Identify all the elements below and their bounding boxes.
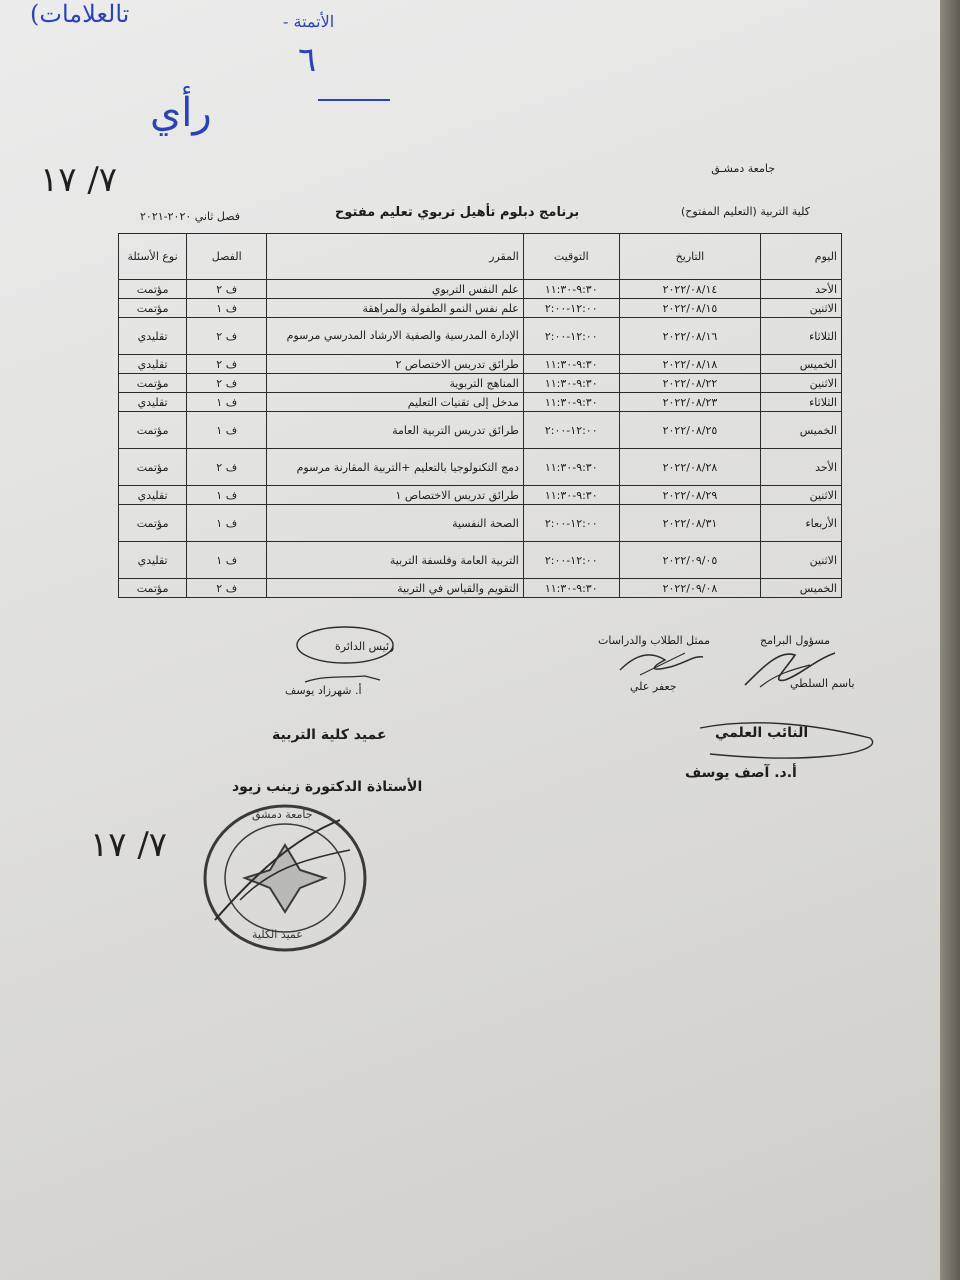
handwritten-note-top-left: (تالعلامات bbox=[30, 0, 130, 28]
cell-class: ف ٢ bbox=[187, 579, 267, 598]
cell-date: ٢٠٢٢/٠٨/١٥ bbox=[619, 299, 761, 318]
background-surface bbox=[940, 0, 960, 1280]
department-head-signature bbox=[285, 620, 425, 695]
cell-date: ٢٠٢٢/٠٨/٢٣ bbox=[619, 393, 761, 412]
cell-exam-type: مؤتمت bbox=[119, 374, 187, 393]
header-class: الفصل bbox=[187, 234, 267, 280]
cell-exam-type: مؤتمت bbox=[119, 579, 187, 598]
cell-course: مدخل إلى تقنيات التعليم bbox=[267, 393, 524, 412]
dean-name: الأستاذة الدكتورة زينب زيود bbox=[232, 779, 423, 795]
cell-day: الخميس bbox=[761, 412, 842, 449]
cell-time: ١٢:٠٠-٢:٠٠ bbox=[523, 505, 619, 542]
table-row bbox=[119, 299, 842, 318]
cell-exam-type: تقليدي bbox=[119, 318, 187, 355]
cell-day: الأربعاء bbox=[761, 505, 842, 542]
header-date: التاريخ bbox=[619, 234, 761, 280]
table-row bbox=[119, 449, 842, 486]
cell-exam-type: مؤتمت bbox=[119, 280, 187, 299]
table-row bbox=[119, 486, 842, 505]
cell-exam-type: تقليدي bbox=[119, 355, 187, 374]
cell-exam-type: تقليدي bbox=[119, 542, 187, 579]
cell-time: ١٢:٠٠-٢:٠٠ bbox=[523, 412, 619, 449]
vice-dean-label: النائب العلمي bbox=[715, 725, 809, 741]
stamp-text-top: جامعة دمشق bbox=[252, 808, 313, 821]
cell-class: ف ١ bbox=[187, 505, 267, 542]
handwritten-note-top-mid: - الأتمتة bbox=[283, 12, 335, 31]
programs-officer-name: باسم السلطي bbox=[790, 677, 855, 690]
table-row bbox=[119, 412, 842, 449]
header-time: التوقيت bbox=[523, 234, 619, 280]
header-course: المقرر bbox=[267, 234, 524, 280]
vice-dean-signature bbox=[690, 718, 890, 768]
header-exam-type: نوع الأسئلة bbox=[119, 234, 187, 280]
table-row bbox=[119, 393, 842, 412]
table-row bbox=[119, 280, 842, 299]
university-name: جامعة دمشـق bbox=[711, 162, 775, 175]
cell-exam-type: مؤتمت bbox=[119, 505, 187, 542]
cell-time: ٩:٣٠-١١:٣٠ bbox=[523, 449, 619, 486]
cell-date: ٢٠٢٢/٠٨/١٨ bbox=[619, 355, 761, 374]
cell-date: ٢٠٢٢/٠٩/٠٨ bbox=[619, 579, 761, 598]
cell-class: ف ٢ bbox=[187, 318, 267, 355]
cell-date: ٢٠٢٢/٠٨/٣١ bbox=[619, 505, 761, 542]
cell-day: الخميس bbox=[761, 579, 842, 598]
cell-course: طرائق تدريس التربية العامة bbox=[267, 412, 524, 449]
handwritten-date-bottom: ٧/ ١٧ bbox=[90, 825, 168, 865]
cell-date: ٢٠٢٢/٠٨/٢٢ bbox=[619, 374, 761, 393]
cell-course: التقويم والقياس في التربية bbox=[267, 579, 524, 598]
cell-time: ٩:٣٠-١١:٣٠ bbox=[523, 280, 619, 299]
cell-date: ٢٠٢٢/٠٨/٢٨ bbox=[619, 449, 761, 486]
cell-class: ف ٢ bbox=[187, 374, 267, 393]
cell-course: طرائق تدريس الاختصاص ١ bbox=[267, 486, 524, 505]
cell-day: الاثنين bbox=[761, 486, 842, 505]
cell-day: الثلاثاء bbox=[761, 393, 842, 412]
cell-exam-type: مؤتمت bbox=[119, 412, 187, 449]
cell-day: الاثنين bbox=[761, 374, 842, 393]
cell-course: علم النفس التربوي bbox=[267, 280, 524, 299]
programs-officer-signature bbox=[740, 645, 850, 695]
stamp-text-bottom: عميد الكلية bbox=[252, 928, 303, 941]
table-row bbox=[119, 355, 842, 374]
table-row bbox=[119, 579, 842, 598]
cell-day: الثلاثاء bbox=[761, 318, 842, 355]
vice-dean-name: أ.د. آصف يوسف bbox=[685, 765, 797, 781]
cell-course: طرائق تدريس الاختصاص ٢ bbox=[267, 355, 524, 374]
cell-class: ف ٢ bbox=[187, 280, 267, 299]
cell-exam-type: تقليدي bbox=[119, 486, 187, 505]
cell-time: ٩:٣٠-١١:٣٠ bbox=[523, 374, 619, 393]
cell-time: ١٢:٠٠-٢:٠٠ bbox=[523, 542, 619, 579]
cell-class: ف ٢ bbox=[187, 449, 267, 486]
cell-course: علم نفس النمو الطفولة والمراهقة bbox=[267, 299, 524, 318]
cell-exam-type: تقليدي bbox=[119, 393, 187, 412]
cell-course: الإدارة المدرسية والصفية الارشاد المدرسي مرسوم bbox=[267, 318, 524, 355]
handwritten-scribble: رأي bbox=[150, 90, 212, 136]
cell-time: ٩:٣٠-١١:٣٠ bbox=[523, 486, 619, 505]
handwritten-mark: ٦ bbox=[298, 40, 317, 80]
cell-class: ف ١ bbox=[187, 412, 267, 449]
semester-label: فصل ثاني ٢٠٢٠-٢٠٢١ bbox=[140, 210, 241, 223]
students-rep-label: ممثل الطلاب والدراسات bbox=[598, 634, 711, 647]
dean-label: عميد كلية التربية bbox=[272, 727, 387, 743]
cell-exam-type: مؤتمت bbox=[119, 449, 187, 486]
cell-course: دمج التكنولوجيا بالتعليم +التربية المقارنة مرسوم bbox=[267, 449, 524, 486]
department-head-label: رئيس الدائرة bbox=[335, 640, 395, 653]
table-row bbox=[119, 542, 842, 579]
cell-class: ف ٢ bbox=[187, 355, 267, 374]
cell-time: ٩:٣٠-١١:٣٠ bbox=[523, 393, 619, 412]
cell-day: الاثنين bbox=[761, 299, 842, 318]
cell-exam-type: مؤتمت bbox=[119, 299, 187, 318]
students-rep-name: جعفر علي bbox=[630, 680, 677, 693]
cell-date: ٢٠٢٢/٠٨/٢٩ bbox=[619, 486, 761, 505]
table-row bbox=[119, 374, 842, 393]
faculty-name: كلية التربية (التعليم المفتوح) bbox=[681, 205, 810, 218]
students-rep-signature bbox=[615, 645, 705, 680]
programs-officer-label: مسؤول البرامج bbox=[760, 634, 831, 647]
table-row bbox=[119, 505, 842, 542]
table-header-row bbox=[119, 234, 842, 280]
cell-day: الاثنين bbox=[761, 542, 842, 579]
cell-day: الأحد bbox=[761, 449, 842, 486]
cell-date: ٢٠٢٢/٠٨/٢٥ bbox=[619, 412, 761, 449]
cell-class: ف ١ bbox=[187, 542, 267, 579]
cell-course: الصحة النفسية bbox=[267, 505, 524, 542]
cell-class: ف ١ bbox=[187, 486, 267, 505]
cell-day: الأحد bbox=[761, 280, 842, 299]
cell-course: التربية العامة وفلسفة التربية bbox=[267, 542, 524, 579]
cell-time: ١٢:٠٠-٢:٠٠ bbox=[523, 318, 619, 355]
cell-time: ٩:٣٠-١١:٣٠ bbox=[523, 355, 619, 374]
cell-time: ١٢:٠٠-٢:٠٠ bbox=[523, 299, 619, 318]
cell-day: الخميس bbox=[761, 355, 842, 374]
program-title: برنامج دبلوم تأهيل تربوي تعليم مفتوح bbox=[335, 205, 580, 220]
handwritten-date-top: ٧/ ١٧ bbox=[40, 160, 118, 200]
cell-date: ٢٠٢٢/٠٨/١٦ bbox=[619, 318, 761, 355]
exam-schedule-table bbox=[118, 233, 842, 598]
cell-class: ف ١ bbox=[187, 393, 267, 412]
handwritten-underline bbox=[318, 99, 390, 101]
header-day: اليوم bbox=[761, 234, 842, 280]
table-row bbox=[119, 318, 842, 355]
cell-time: ٩:٣٠-١١:٣٠ bbox=[523, 579, 619, 598]
cell-date: ٢٠٢٢/٠٨/١٤ bbox=[619, 280, 761, 299]
department-head-name: أ. شهرزاد يوسف bbox=[285, 684, 362, 697]
cell-date: ٢٠٢٢/٠٩/٠٥ bbox=[619, 542, 761, 579]
cell-class: ف ١ bbox=[187, 299, 267, 318]
cell-course: المناهج التربوية bbox=[267, 374, 524, 393]
